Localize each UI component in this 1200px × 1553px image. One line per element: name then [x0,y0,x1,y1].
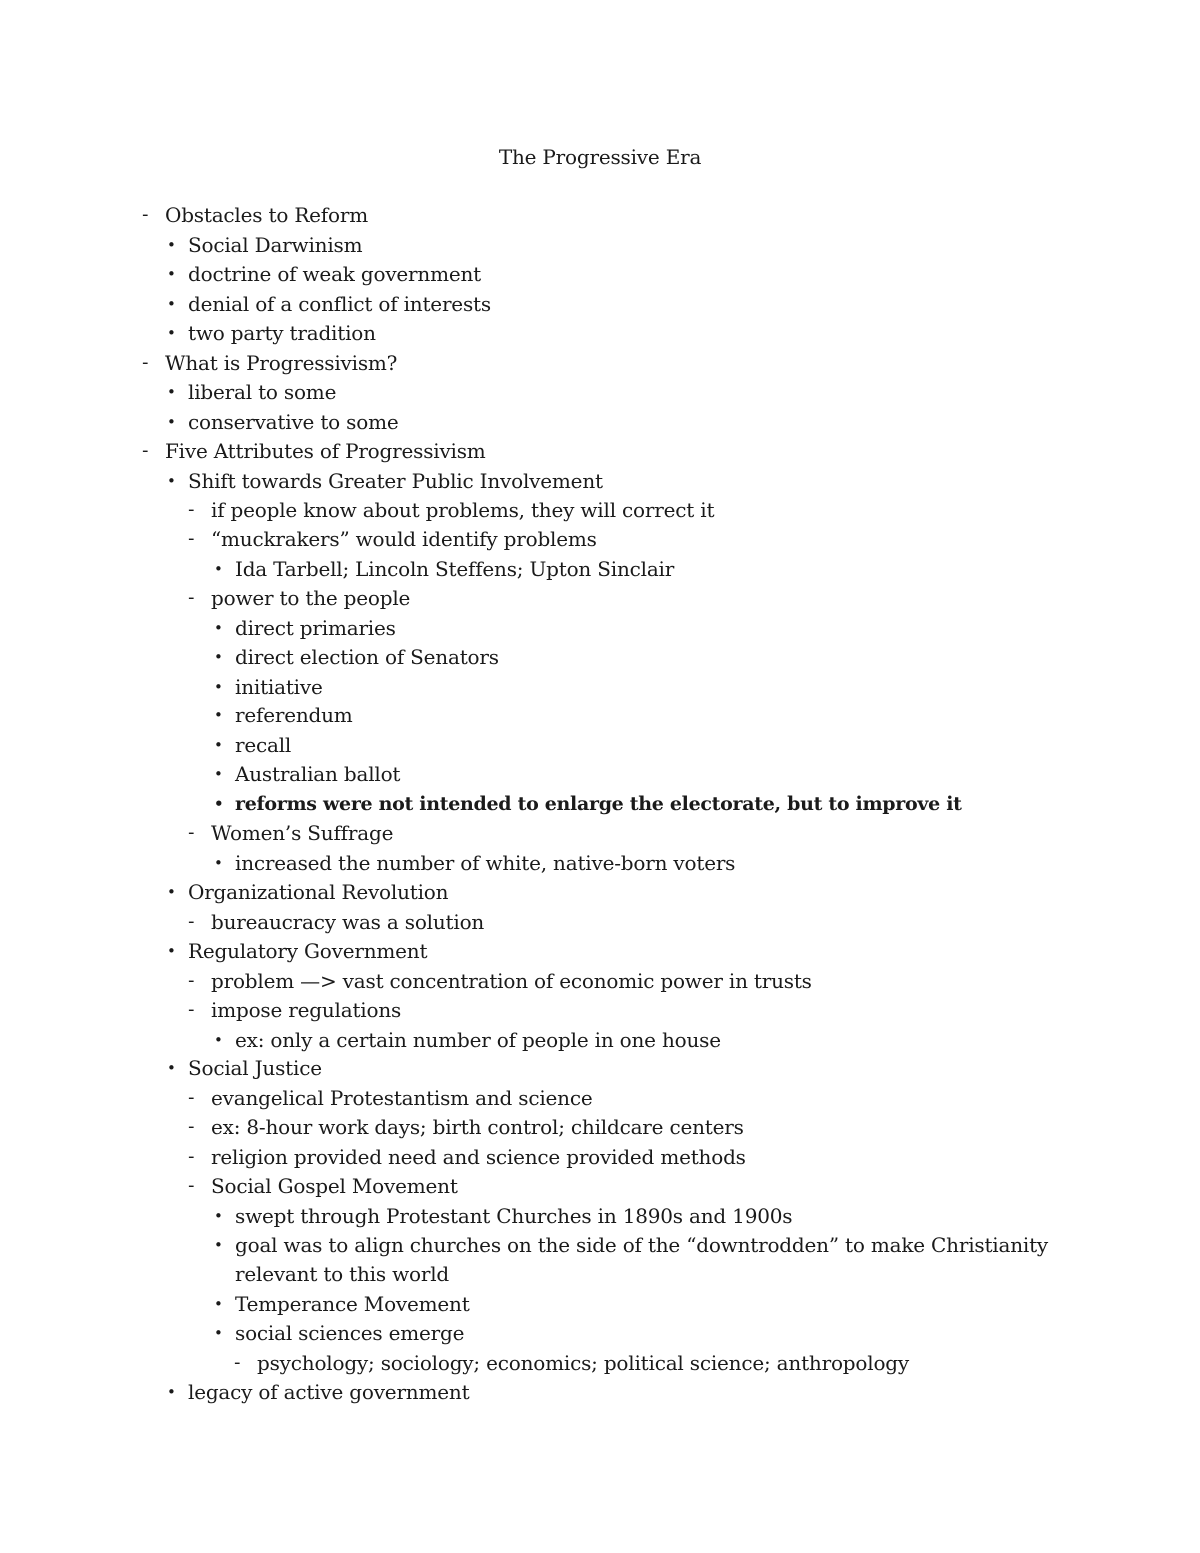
outline-item [142,348,398,378]
outline-item [214,759,401,789]
outline-item [167,407,399,437]
outline-item-text: Social Gospel Movement [211,1174,458,1198]
bullet-marker-icon: • [214,854,223,872]
bullet-marker-icon: • [167,1383,176,1401]
dash-marker-icon: - [188,1175,195,1196]
bullet-marker-icon: • [214,560,223,578]
outline-item [214,700,353,730]
outline-item-text: bureaucracy was a solution [211,910,485,934]
bullet-marker-icon: • [214,736,223,754]
outline-item [234,1348,909,1378]
outline-item [167,377,337,407]
bullet-marker-icon: • [167,942,176,960]
outline-item [188,524,597,554]
dash-marker-icon: - [234,1352,241,1373]
outline-item-text: Social Darwinism [188,233,363,257]
outline-item [188,495,715,525]
bullet-marker-icon: • [214,1031,223,1049]
bullet-marker-icon: • [214,1236,223,1254]
outline-item-text: Social Justice [188,1056,322,1080]
outline-item-text: What is Progressivism? [165,351,398,375]
outline-item-text: conservative to some [188,410,399,434]
outline-item-text: recall [235,733,292,757]
outline-item [188,1171,458,1201]
outline-item-text: evangelical Protestantism and science [211,1086,593,1110]
outline-item [214,672,323,702]
dash-marker-icon: - [188,911,195,932]
outline-item-text: goal was to align churches on the side of the “downtrodden” to make Christianity [235,1233,1049,1257]
bullet-marker-icon: • [167,236,176,254]
outline-item-text: Shift towards Greater Public Involvement [188,469,603,493]
dash-marker-icon: - [188,1116,195,1137]
outline-item [214,1318,465,1348]
outline-item [214,1289,470,1319]
outline-item [214,1230,1049,1260]
outline-item-text: Australian ballot [235,762,401,786]
outline-item [214,730,292,760]
outline-item [188,818,394,848]
outline-item-text: denial of a conflict of interests [188,292,491,316]
dash-marker-icon: - [142,204,149,225]
bullet-marker-icon: • [167,472,176,490]
outline-item-text: problem —> vast concentration of economic power in trusts [211,969,812,993]
outline-item-text: Obstacles to Reform [165,203,368,227]
bullet-marker-icon: • [214,765,223,783]
bullet-marker-icon: • [214,619,223,637]
outline-item-text: legacy of active government [188,1380,470,1404]
dash-marker-icon: - [188,970,195,991]
outline-item [142,436,486,466]
outline-item [167,1053,322,1083]
bullet-marker-icon: • [214,1295,223,1313]
outline-item [214,642,499,672]
outline-item-text: Five Attributes of Progressivism [165,439,486,463]
outline-item [214,554,675,584]
outline-item [214,1025,721,1055]
dash-marker-icon: - [188,822,195,843]
bullet-marker-icon: • [167,295,176,313]
outline-item-text: referendum [235,703,353,727]
outline-item-text: Ida Tarbell; Lincoln Steffens; Upton Sinclair [235,557,675,581]
outline-item-text: social sciences emerge [235,1321,465,1345]
bullet-marker-icon: • [167,1059,176,1077]
outline-item [214,848,736,878]
bullet-marker-icon: • [214,648,223,666]
dash-marker-icon: - [188,999,195,1020]
outline-item-text: liberal to some [188,380,337,404]
dash-marker-icon: - [188,1146,195,1167]
bullet-marker-icon: • [214,795,224,813]
outline-item [188,1142,746,1172]
bullet-marker-icon: • [214,1207,223,1225]
outline-item-text: psychology; sociology; economics; political science; anthropology [257,1351,909,1375]
bullet-marker-icon: • [167,883,176,901]
outline-item [188,907,485,937]
outline-item-text: Women’s Suffrage [211,821,394,845]
dash-marker-icon: - [142,352,149,373]
bullet-marker-icon: • [214,706,223,724]
outline-item-text: ex: only a certain number of people in one house [235,1028,721,1052]
outline-item [188,1112,744,1142]
outline-item [142,200,368,230]
outline-item-text: direct primaries [235,616,396,640]
bullet-marker-icon: • [167,324,176,342]
dash-marker-icon: - [142,440,149,461]
outline-item [167,318,376,348]
outline-item-text: two party tradition [188,321,376,345]
bullet-marker-icon: • [167,413,176,431]
outline-item-text: power to the people [211,586,411,610]
outline-item [167,936,428,966]
outline-item [167,1377,470,1407]
outline-item-continuation [235,1259,449,1289]
outline-item-text: “muckrakers” would identify problems [211,527,597,551]
outline-item [167,877,449,907]
dash-marker-icon: - [188,528,195,549]
outline-item [167,259,482,289]
outline-item-text: Organizational Revolution [188,880,449,904]
bullet-marker-icon: • [167,383,176,401]
document-title: The Progressive Era [498,145,702,169]
outline-item-emphasis [214,789,962,819]
outline-item [188,583,411,613]
outline-item-text: relevant to this world [235,1262,450,1286]
outline-item-text: doctrine of weak government [188,262,482,286]
outline-item [188,995,402,1025]
outline-item [188,966,812,996]
outline-item-text: direct election of Senators [235,645,499,669]
outline-item-text: religion provided need and science provided methods [211,1145,746,1169]
bullet-marker-icon: • [167,265,176,283]
outline-item-text: Regulatory Government [188,939,428,963]
dash-marker-icon: - [188,587,195,608]
outline-item-text: ex: 8-hour work days; birth control; childcare centers [211,1115,744,1139]
outline-item [214,1201,793,1231]
bullet-marker-icon: • [214,1324,223,1342]
bullet-marker-icon: • [214,678,223,696]
outline-item-text: increased the number of white, native-born voters [235,851,736,875]
outline-item [214,613,396,643]
outline-item [188,1083,593,1113]
outline-item [167,466,603,496]
outline-item [167,289,491,319]
dash-marker-icon: - [188,1087,195,1108]
outline-item-text: initiative [235,675,323,699]
dash-marker-icon: - [188,499,195,520]
outline-item-text: impose regulations [211,998,402,1022]
outline-item-text: reforms were not intended to enlarge the electorate, but to improve it [235,793,962,815]
outline-item-text: swept through Protestant Churches in 1890s and 1900s [235,1204,793,1228]
outline-item [167,230,363,260]
outline-item-text: Temperance Movement [235,1292,470,1316]
outline-item-text: if people know about problems, they will correct it [211,498,715,522]
